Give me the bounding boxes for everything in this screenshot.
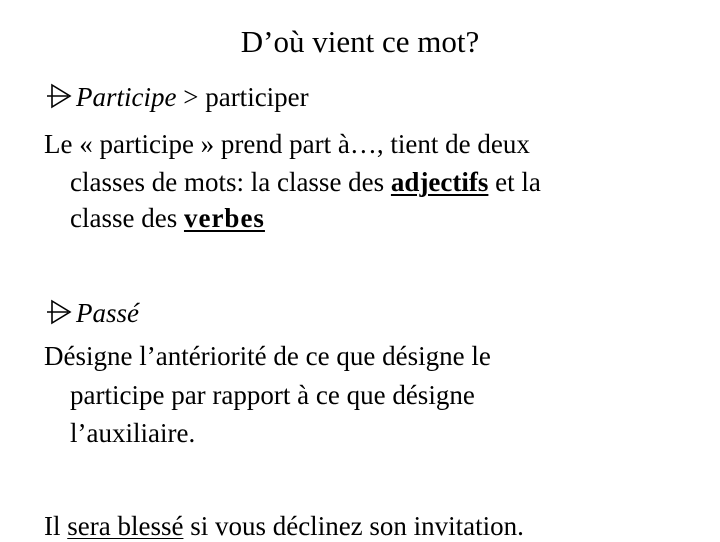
participe-definition-line-2 xyxy=(70,166,541,198)
term-passe: Passé xyxy=(76,298,139,328)
term-participe-origin: > participer xyxy=(176,82,309,112)
example-text: Il xyxy=(44,511,68,541)
participe-definition-text: et la xyxy=(488,167,541,197)
term-participe: Participe xyxy=(76,82,177,112)
participe-definition-text: classe des xyxy=(70,203,184,233)
slide-title: D’où vient ce mot? xyxy=(240,24,480,59)
passe-definition-line-1: Désigne l’antériorité de ce que désigne le xyxy=(44,341,491,371)
bullet-participe xyxy=(46,81,309,113)
passe-definition-line-2: participe par rapport à ce que désigne xyxy=(70,380,475,410)
keyword-verbes: verbes xyxy=(183,203,265,233)
participe-definition-line-3 xyxy=(70,202,265,234)
participe-definition-line-1: Le « participe » prend part à…, tient de deux xyxy=(44,129,530,159)
example-text: si vous déclinez son invitation. xyxy=(183,511,524,541)
passe-definition-line-3: l’auxiliaire. xyxy=(70,418,196,448)
arrow-bullet-icon xyxy=(46,299,72,325)
keyword-adjectifs: adjectifs xyxy=(390,167,489,197)
example-underlined-verb: sera blessé xyxy=(67,511,184,541)
participe-definition-text: classes de mots: la classe des xyxy=(70,167,391,197)
bullet-passe xyxy=(46,297,139,329)
example-sentence xyxy=(44,510,524,542)
arrow-bullet-icon xyxy=(46,83,72,109)
